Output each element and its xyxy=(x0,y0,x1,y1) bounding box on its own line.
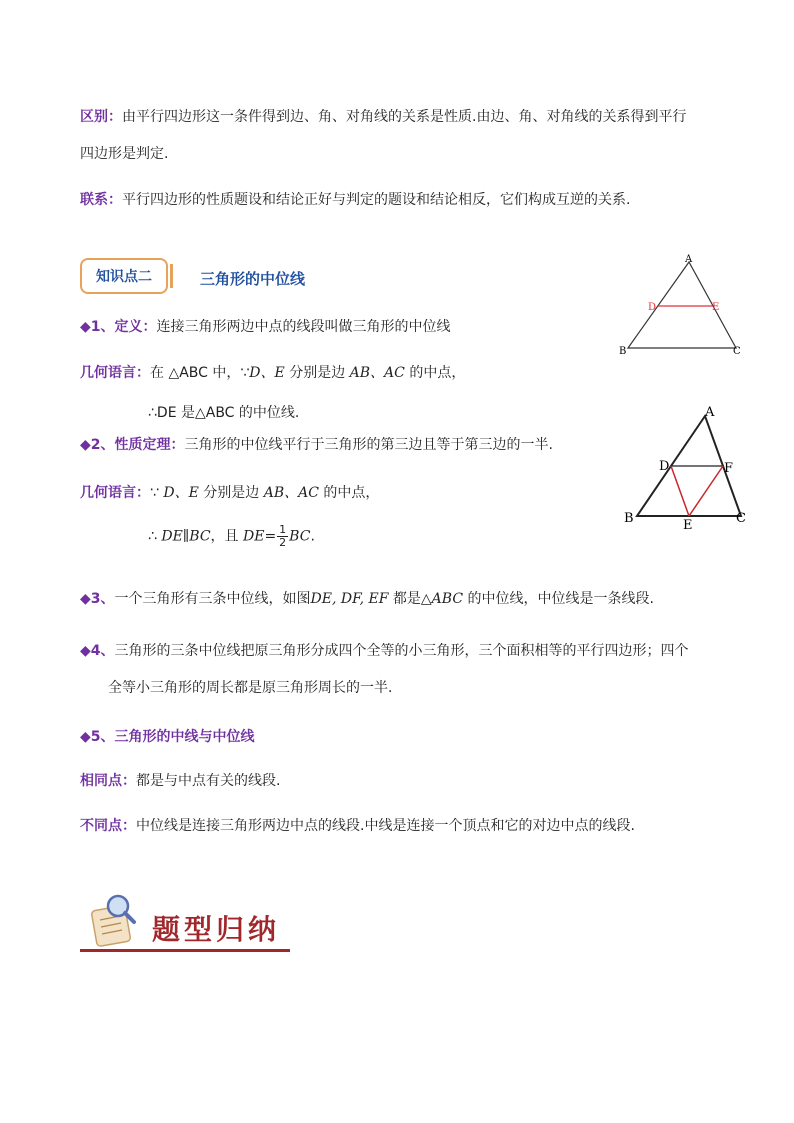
item1-label: 定义： xyxy=(114,319,157,335)
fig1-label-a: A xyxy=(685,254,693,265)
item3-text-tri: △ABC xyxy=(420,591,464,607)
item4-text-1: 三角形的三条中位线把原三角形分成四个全等的小三角形，三个面积相等的平行四边形；四个 xyxy=(114,643,689,659)
item2-concl-eq: = xyxy=(264,528,277,545)
item2-geo-ab: AB、AC xyxy=(263,485,319,501)
item2-marker: ◆2、 xyxy=(80,437,115,453)
item5-title: 三角形的中线与中位线 xyxy=(114,729,255,745)
diff-text-1: 由平行四边形这一条件得到边、角、对角线的关系是性质.由边、角、对角线的关系得到平行 xyxy=(122,109,687,125)
midline-ef xyxy=(689,466,723,516)
item5-diff-text: 中位线是连接三角形两边中点的线段.中线是连接一个顶点和它的对边中点的线段. xyxy=(136,818,635,834)
item1-geo-post: 的中点， xyxy=(404,365,466,381)
item1-geo-pre: 在 △ABC 中，∵ xyxy=(150,365,250,381)
fig1-label-e: E xyxy=(712,302,720,313)
banner-underline xyxy=(80,949,290,952)
fraction-one-half xyxy=(277,524,288,549)
item5-same xyxy=(80,770,280,790)
item2-geo-de: D、E xyxy=(163,485,199,501)
item1-geo-label: 几何语言： xyxy=(80,365,150,381)
item5-heading xyxy=(80,726,255,746)
item5-diff-label: 不同点： xyxy=(80,818,136,834)
item2-geo-label: 几何语言： xyxy=(80,485,150,501)
item2-concl-mid: ，且 xyxy=(210,528,243,545)
item5-same-text: 都是与中点有关的线段. xyxy=(136,773,281,789)
diff-label: 区别： xyxy=(80,109,122,125)
item2-concl-parallel: DE∥BC xyxy=(161,528,211,545)
fig2-label-f: F xyxy=(724,461,734,476)
item3-text-pre: 一个三角形有三条中位线，如图 xyxy=(114,591,311,607)
fig2-label-e: E xyxy=(683,518,693,533)
item4-line-1 xyxy=(80,640,689,660)
diff-text-2: 四边形是判定. xyxy=(80,146,169,162)
item3 xyxy=(80,588,654,608)
fig2-label-b: B xyxy=(624,511,634,526)
item2-geo-language xyxy=(80,482,379,502)
triangle-abc xyxy=(628,262,736,348)
figure-triangle-midline xyxy=(610,250,760,360)
frac-numerator: 1 xyxy=(279,523,287,536)
item5-diff xyxy=(80,815,635,835)
item4-marker: ◆4、 xyxy=(80,643,115,659)
fig1-label-c: C xyxy=(733,346,741,357)
item1-marker: ◆1、 xyxy=(80,319,115,335)
item1-conclusion: ∴DE 是△ABC 的中位线. xyxy=(148,405,300,421)
link-text: 平行四边形的性质题设和结论正好与判定的题设和结论相反，它们构成互逆的关系. xyxy=(122,192,631,208)
fig1-label-b: B xyxy=(619,346,627,357)
figure-triangle-three-midlines xyxy=(615,398,755,533)
item2-concl-bc: BC xyxy=(289,528,311,545)
link-line xyxy=(80,189,630,209)
item1-definition xyxy=(80,316,451,336)
item2-text: 三角形的中位线平行于三角形的第三边且等于第三边的一半. xyxy=(184,437,553,453)
item2-geo-post: 的中点， xyxy=(318,485,380,501)
fig2-label-c: C xyxy=(736,511,746,526)
diff-line-1 xyxy=(80,106,686,126)
item2-geo-mid: 分别是边 xyxy=(198,485,264,501)
item1-text: 连接三角形两边中点的线段叫做三角形的中位线 xyxy=(156,319,451,335)
midline-de xyxy=(671,466,689,516)
item1-geo-ab: AB、AC xyxy=(349,365,405,381)
item2-theorem xyxy=(80,434,553,454)
frac-denominator: 2 xyxy=(279,536,287,549)
item2-conclusion xyxy=(148,524,315,549)
item5-marker: ◆5、 xyxy=(80,729,115,745)
item1-geo-language xyxy=(80,362,465,382)
notepad-magnifier-icon xyxy=(84,892,146,950)
item3-text-mid: 都是 xyxy=(388,591,421,607)
knowledge-point-label: 知识点二 xyxy=(96,269,152,285)
banner-title: 题型归纳 xyxy=(152,913,281,946)
item5-same-label: 相同点： xyxy=(80,773,136,789)
item2-label: 性质定理： xyxy=(114,437,185,453)
question-type-banner xyxy=(80,892,290,954)
item3-marker: ◆3、 xyxy=(80,591,115,607)
item3-text-math: DE, DF, EF xyxy=(310,591,389,607)
item2-geo-pre: ∵ xyxy=(150,485,164,501)
item1-geo-mid: 分别是边 xyxy=(284,365,350,381)
knowledge-title: 三角形的中位线 xyxy=(200,270,306,288)
item4-text-2: 全等小三角形的周长都是原三角形周长的一半. xyxy=(108,680,393,696)
item1-geo-de: D、E xyxy=(249,365,285,381)
item2-concl-de: DE xyxy=(242,528,265,545)
fig2-label-a: A xyxy=(705,405,715,420)
knowledge-point-box xyxy=(80,258,168,294)
item3-text-post: 的中位线，中位线是一条线段. xyxy=(463,591,654,607)
item2-concl-pre: ∴ xyxy=(148,528,162,545)
fig2-label-d: D xyxy=(659,459,670,474)
link-label: 联系： xyxy=(80,192,122,208)
item2-concl-end: . xyxy=(310,528,315,545)
fig1-label-d: D xyxy=(648,302,657,313)
